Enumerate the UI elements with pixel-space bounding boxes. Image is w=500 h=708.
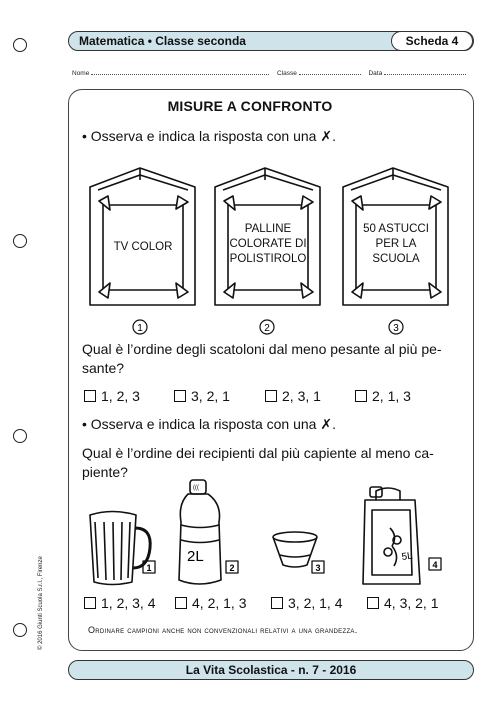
container-3-number: 3 (315, 563, 321, 573)
instruction-2: • Osserva e indica la risposta con una ✗. (82, 416, 336, 432)
question-2: Qual è l’ordine dei recipienti dal più capiente al meno ca-piente? (82, 445, 434, 480)
container-4-number: 4 (432, 560, 438, 570)
checkbox-icon[interactable] (175, 597, 187, 609)
option-2-c[interactable]: 3, 2, 1, 4 (271, 595, 342, 611)
option-1-a[interactable]: 1, 2, 3 (84, 388, 140, 404)
checkbox-icon[interactable] (271, 597, 283, 609)
option-1-c[interactable]: 2, 3, 1 (265, 388, 321, 404)
instruction-1: • Osserva e indica la risposta con una ✗. (82, 128, 336, 144)
option-2-d[interactable]: 4, 3, 2, 1 (367, 595, 438, 611)
box-2-number: 2 (264, 323, 270, 334)
option-2-b[interactable]: 4, 2, 1, 3 (175, 595, 246, 611)
jerrycan-volume: 5L (400, 550, 414, 563)
svg-text:(((: ((( (193, 485, 199, 491)
option-1-d[interactable]: 2, 1, 3 (355, 388, 411, 404)
teacher-note: Ordinare campioni anche non convenzionali relativi a una grandezza. (88, 625, 358, 635)
box-1-label: TV COLOR (113, 241, 173, 253)
subject-title: Matematica • Classe seconda (79, 34, 246, 48)
binder-hole-bottom (13, 623, 27, 637)
nome-label: Nome (72, 70, 90, 77)
bottle-icon (179, 480, 221, 584)
container-2-number: 2 (229, 563, 235, 573)
copyright: © 2016 Giunti Scuola S.r.l., Firenze (38, 556, 44, 650)
sheet-badge: Scheda 4 (391, 31, 473, 51)
classe-label: Classe (276, 70, 297, 77)
option-1-b[interactable]: 3, 2, 1 (174, 388, 230, 404)
box-2-label: PALLINE COLORATE DI POLISTIROLO (229, 223, 307, 265)
container-1-number: 1 (146, 563, 152, 573)
box-1-number: 1 (137, 323, 143, 334)
box-3-number: 3 (393, 323, 399, 334)
jerrycan-icon (363, 487, 420, 584)
mug-icon (90, 512, 150, 585)
cup-icon (273, 532, 317, 567)
data-label: Data (368, 70, 383, 77)
checkbox-icon[interactable] (367, 597, 379, 609)
option-2-a[interactable]: 1, 2, 3, 4 (84, 595, 155, 611)
checkbox-icon[interactable] (84, 597, 96, 609)
box-3-label: 50 ASTUCCI PER LA SCUOLA (363, 223, 429, 265)
page-title: MISURE A CONFRONTO (167, 98, 333, 114)
footer-bar: La Vita Scolastica - n. 7 - 2016 (68, 660, 474, 680)
question-1: Qual è l’ordine degli scatoloni dal meno pesante al più pe-sante? (82, 341, 442, 376)
bottle-volume: 2L (187, 548, 204, 565)
